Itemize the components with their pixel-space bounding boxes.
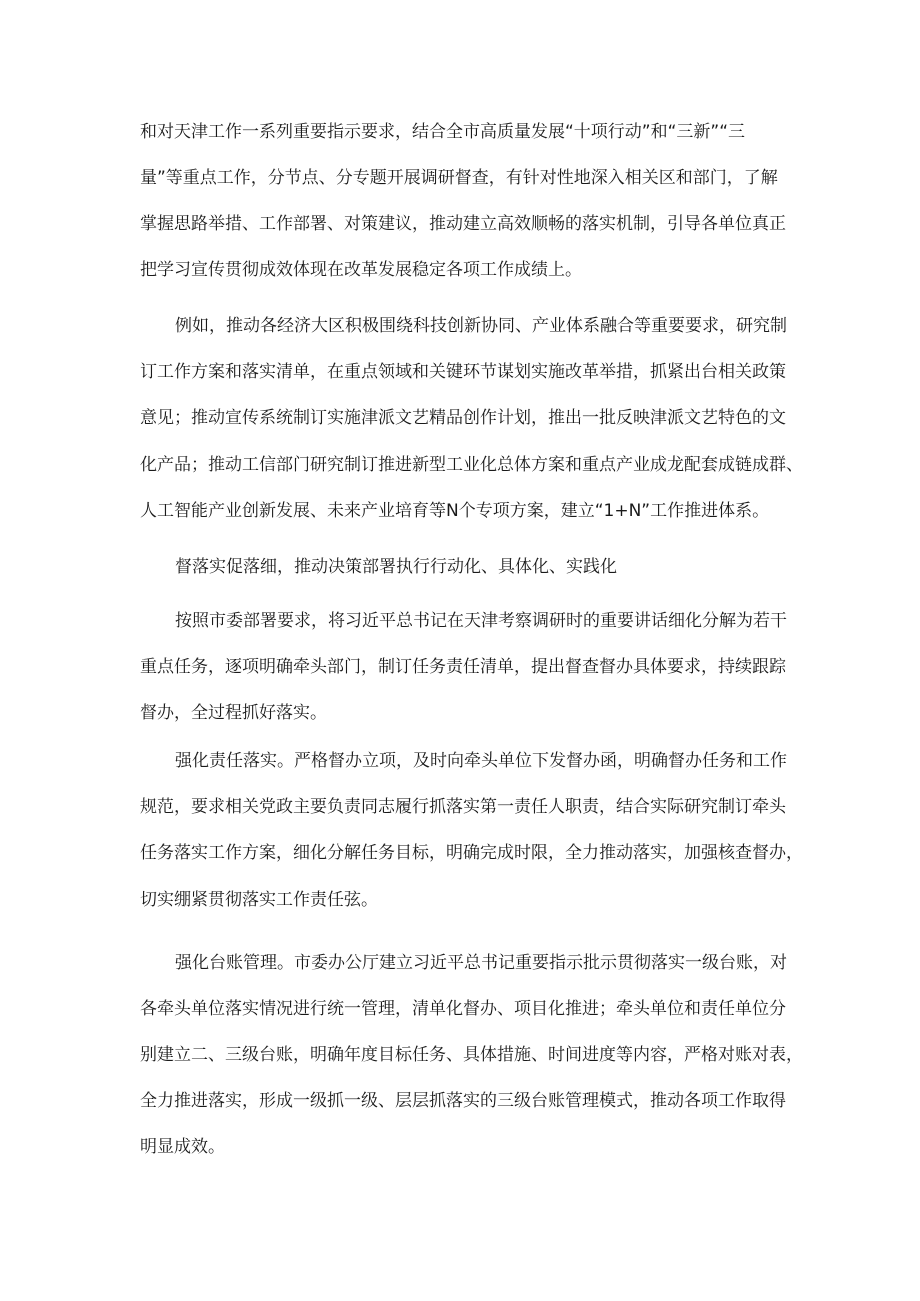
- paragraph-line: 强化责任落实。严格督办立项，及时向牵头单位下发督办函，明确督办任务和工作: [175, 751, 787, 771]
- paragraph-line: 别建立二、三级台账，明确年度目标任务、具体措施、时间进度等内容，严格对账对表，: [140, 1045, 803, 1065]
- paragraph-line: 重点任务，逐项明确牵头部门，制订任务责任清单，提出督查督办具体要求，持续跟踪: [140, 657, 786, 677]
- paragraph-line: 掌握思路举措、工作部署、对策建议，推动建立高效顺畅的落实机制，引导各单位真正: [140, 214, 786, 234]
- paragraph-line: 各牵头单位落实情况进行统一管理，清单化督办、项目化推进；牵头单位和责任单位分: [140, 999, 786, 1019]
- paragraph-line: 意见；推动宣传系统制订实施津派文艺精品创作计划，推出一批反映津派文艺特色的文: [140, 408, 786, 428]
- paragraph-line: 切实绷紧贯彻落实工作责任弦。: [140, 890, 378, 910]
- paragraph-line: 明显成效。: [140, 1137, 225, 1157]
- paragraph-line: 把学习宣传贯彻成效体现在改革发展稳定各项工作成绩上。: [140, 260, 582, 280]
- paragraph-line: 规范，要求相关党政主要负责同志履行抓落实第一责任人职责，结合实际研究制订牵头: [140, 797, 786, 817]
- paragraph-line: 化产品；推动工信部门研究制订推进新型工业化总体方案和重点产业成龙配套成链成群、: [140, 455, 803, 475]
- paragraph-line: 人工智能产业创新发展、未来产业培育等N个专项方案，建立“1+N”工作推进体系。: [140, 501, 770, 521]
- section-heading: 督落实促落细，推动决策部署执行行动化、具体化、实践化: [175, 557, 617, 577]
- paragraph-line: 和对天津工作一系列重要指示要求，结合全市高质量发展“十项行动”和“三新”“三: [140, 122, 746, 142]
- paragraph-line: 例如，推动各经济大区积极围绕科技创新协同、产业体系融合等重要要求，研究制: [175, 316, 787, 336]
- paragraph-line: 任务落实工作方案，细化分解任务目标，明确完成时限，全力推动落实，加强核查督办，: [140, 843, 803, 863]
- paragraph-line: 全力推进落实，形成一级抓一级、层层抓落实的三级台账管理模式，推动各项工作取得: [140, 1091, 786, 1111]
- paragraph-line: 按照市委部署要求，将习近平总书记在天津考察调研时的重要讲话细化分解为若干: [175, 611, 787, 631]
- paragraph-line: 督办，全过程抓好落实。: [140, 703, 327, 723]
- paragraph-line: 订工作方案和落实清单，在重点领域和关键环节谋划实施改革举措，抓紧出台相关政策: [140, 362, 786, 382]
- paragraph-line: 强化台账管理。市委办公厅建立习近平总书记重要指示批示贯彻落实一级台账，对: [175, 953, 787, 973]
- paragraph-line: 量”等重点工作，分节点、分专题开展调研督查，有针对性地深入相关区和部门，了解: [140, 168, 778, 188]
